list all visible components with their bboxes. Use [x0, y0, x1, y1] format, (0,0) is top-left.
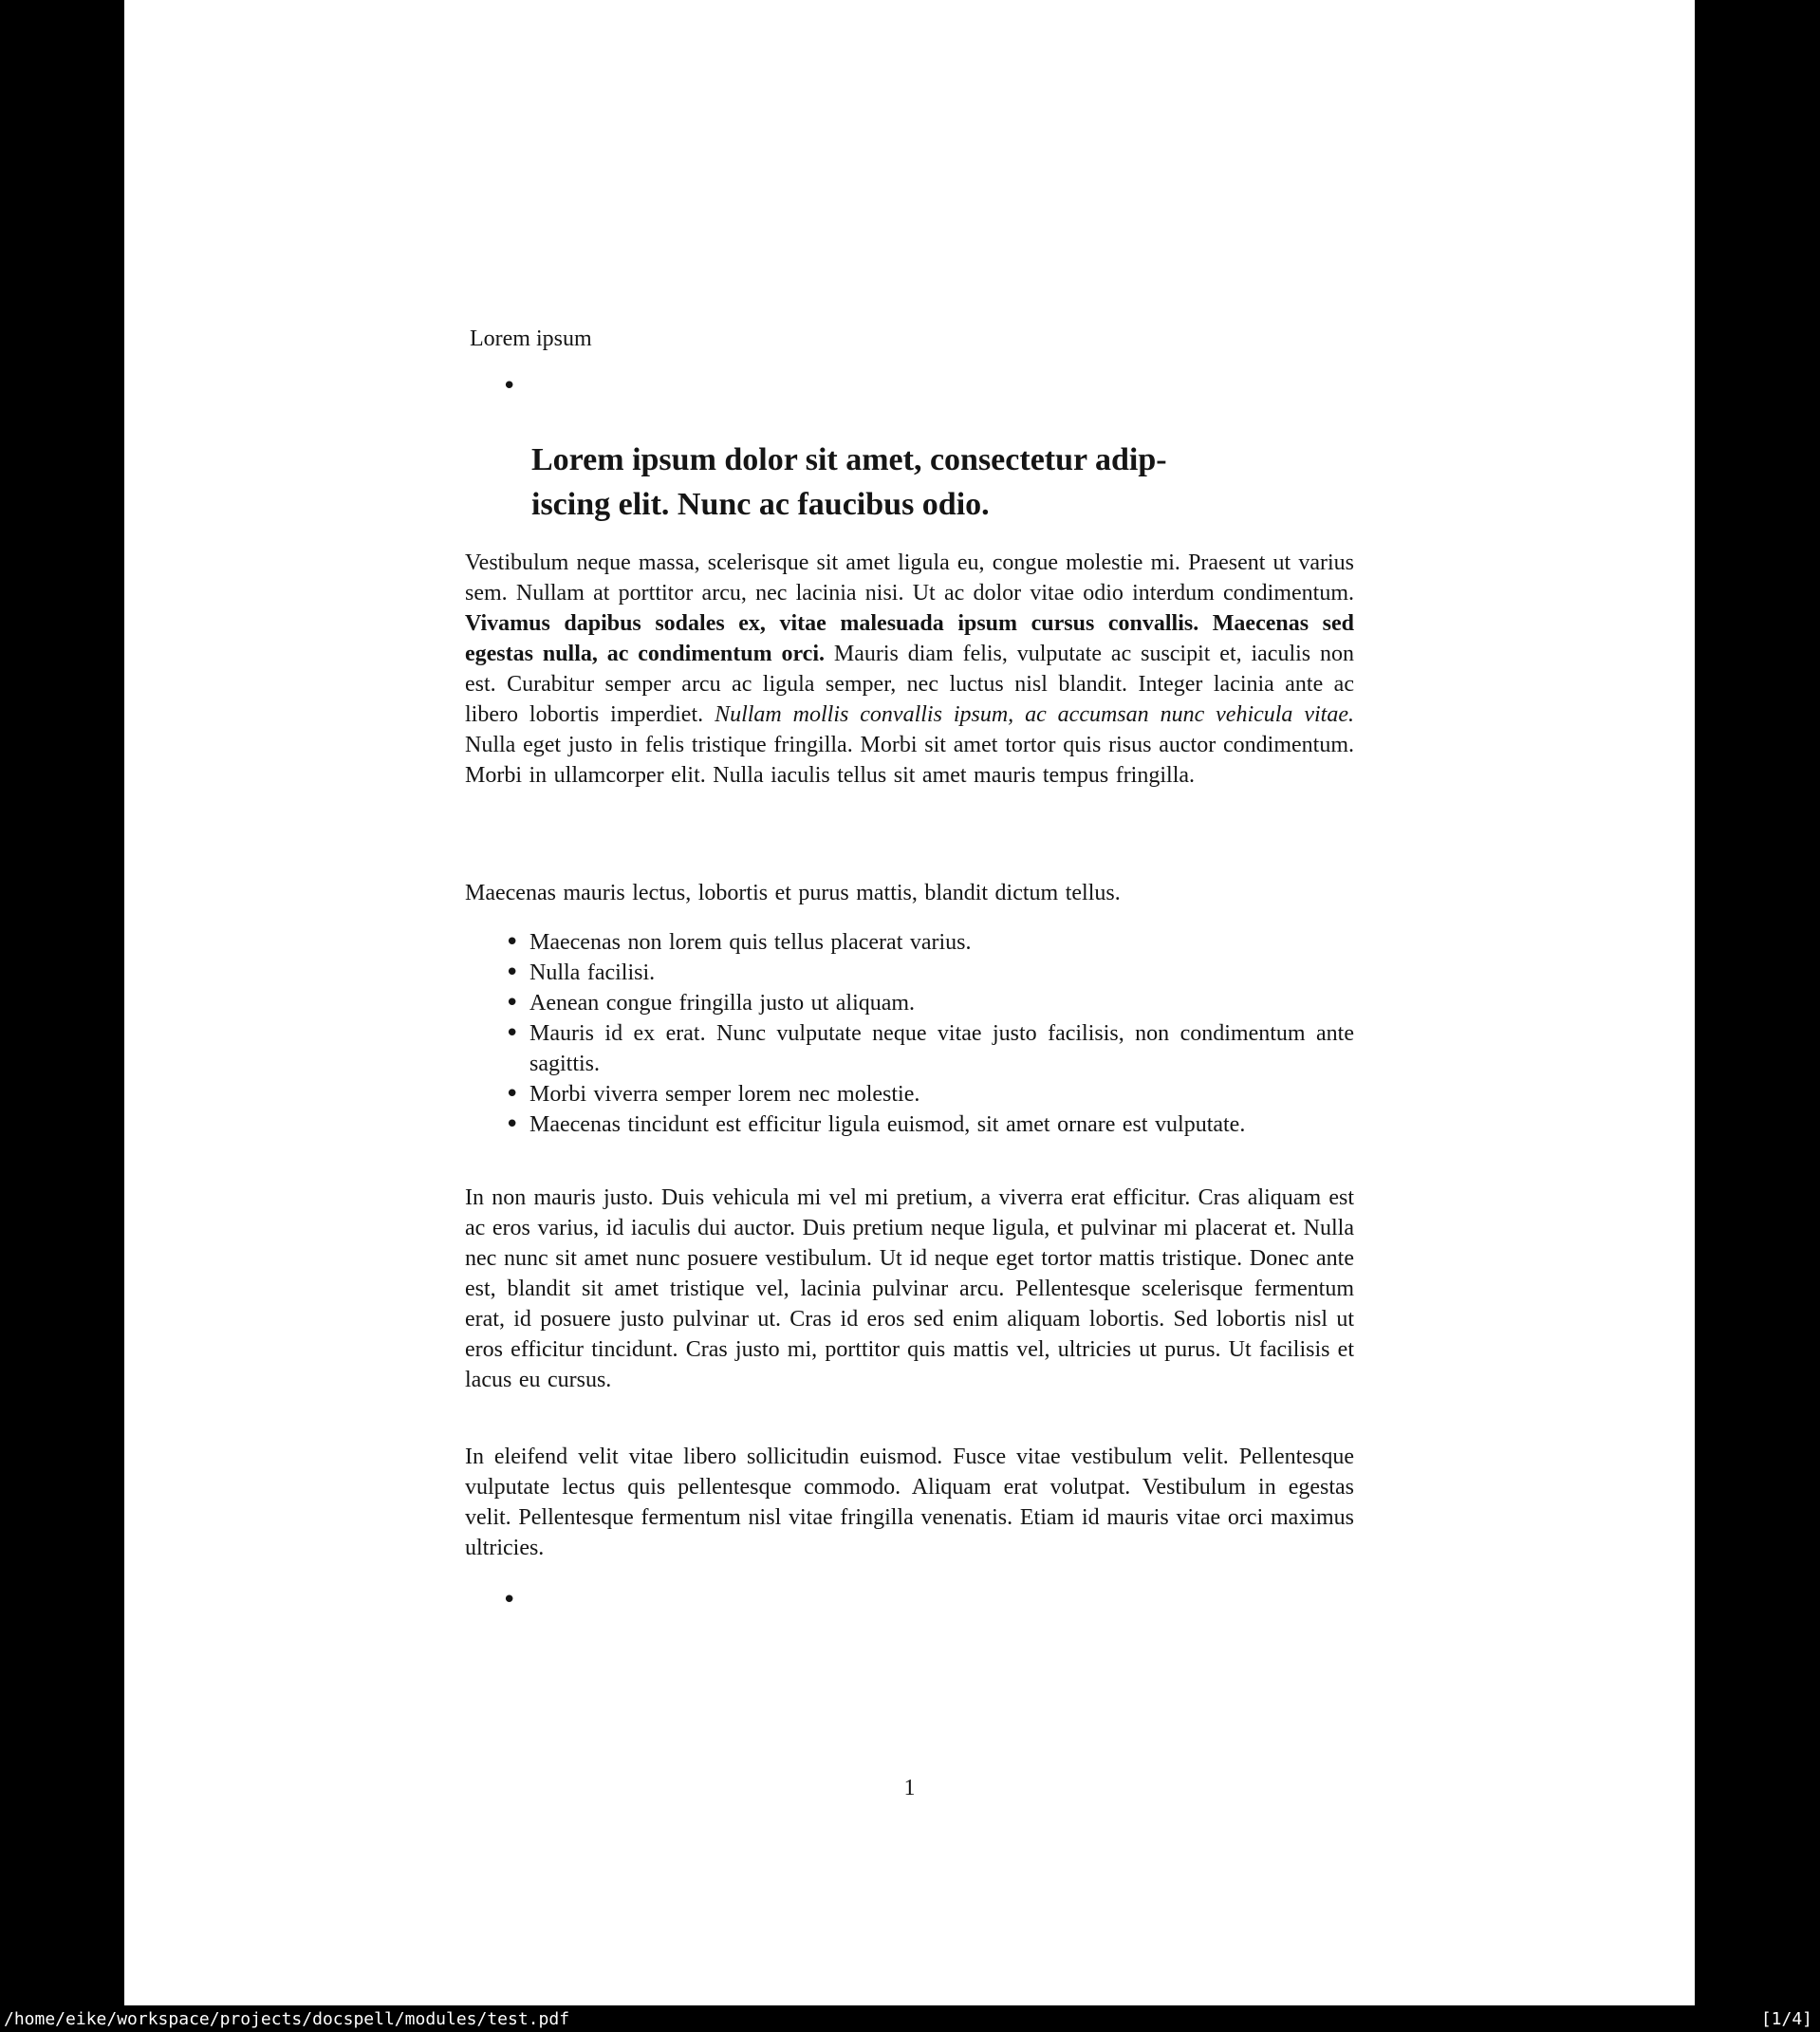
list-item-text: Mauris id ex erat. Nunc vulputate neque vitae justo facilisis, non condimentum ante sagittis.: [529, 1021, 1354, 1076]
bullet-icon: •: [502, 372, 517, 401]
paragraph-2: Maecenas mauris lectus, lobortis et purus mattis, blandit dictum tellus.: [465, 881, 1121, 905]
status-bar-file-path: /home/eike/workspace/projects/docspell/modules/test.pdf: [4, 2008, 570, 2029]
bullet-list: [465, 927, 1354, 1140]
list-item: [505, 1018, 1354, 1079]
status-bar-page-indicator: [1/4]: [1760, 2008, 1812, 2029]
paragraph-4: In eleifend velit vitae libero sollicitudin euismod. Fusce vitae vestibulum velit. Pellentesque vulputate lectus quis pellentesque commodo. Aliquam erat volutpat. Vestibulum in egestas velit. Pellentesque fermentum nisl vitae fringilla venenatis. Etiam id mauris vitae orci maximus ultricies.: [465, 1445, 1354, 1560]
bullet-icon: •: [505, 989, 520, 1017]
status-bar: [0, 2005, 1820, 2032]
bullet-icon: •: [505, 1019, 520, 1048]
paragraph-1: [465, 548, 1354, 791]
bullet-icon: •: [505, 1080, 520, 1109]
bullet-icon: •: [505, 928, 520, 957]
bullet-icon: •: [505, 1110, 520, 1139]
bullet-icon: •: [505, 959, 520, 987]
list-item-text: Maecenas non lorem quis tellus placerat varius.: [529, 930, 972, 955]
pdf-page[interactable]: [124, 0, 1695, 2005]
section-heading-line1: Lorem ipsum dolor sit amet, consectetur adip-: [531, 442, 1167, 477]
section-heading: [531, 438, 1366, 527]
bullet-icon: •: [502, 1586, 517, 1614]
paragraph-1-bold-text: Vivamus dapibus sodales ex, vitae malesuada ipsum cursus convallis. Maecenas sed egestas nulla, ac condimentum orci.: [465, 611, 1354, 666]
list-item: [505, 988, 1354, 1018]
page-number: 1: [903, 1776, 916, 1800]
section-heading-line2: iscing elit. Nunc ac faucibus odio.: [531, 487, 990, 522]
list-item: [505, 927, 1354, 958]
list-item: [505, 1079, 1354, 1109]
paragraph-1-text: Vestibulum neque massa, scelerisque sit amet ligula eu, congue molestie mi. Praesent ut varius sem. Nullam at porttitor arcu, nec lacinia nisi. Ut ac dolor vitae odio interdum condimentum.: [465, 550, 1354, 606]
list-item: [505, 958, 1354, 988]
list-item-text: Nulla facilisi.: [529, 960, 656, 985]
list-item-text: Morbi viverra semper lorem nec molestie.: [529, 1082, 920, 1107]
paragraph-1-text: Mauris diam felis, vulputate ac suscipit et, iaculis non est. Curabitur semper arcu ac ligula semper, nec luctus nisl blandit. Integer lacinia ante ac libero lobortis imperdiet.: [465, 642, 1354, 727]
list-item-text: Aenean congue fringilla justo ut aliquam.: [529, 991, 916, 1016]
list-item-text: Maecenas tincidunt est efficitur ligula euismod, sit amet ornare est vulputate.: [529, 1112, 1246, 1137]
paragraph-1-text: Nulla eget justo in felis tristique fringilla. Morbi sit amet tortor quis risus auctor condimentum. Morbi in ullamcorper elit. Nulla iaculis tellus sit amet mauris tempus fringilla.: [465, 733, 1354, 788]
intro-text: Lorem ipsum: [470, 326, 592, 351]
paragraph-3: In non mauris justo. Duis vehicula mi vel mi pretium, a viverra erat efficitur. Cras aliquam est ac eros varius, id iaculis dui auctor. Duis pretium neque ligula, et pulvinar mi placerat et. Nulla nec nunc sit amet nunc posuere vestibulum. Ut id neque eget tortor mattis tristique. Donec ante est, blandit sit amet tristique vel, lacinia pulvinar arcu. Pellentesque scelerisque fermentum erat, id posuere justo pulvinar ut. Cras id eros sed enim aliquam lobortis. Sed lobortis nisl ut eros efficitur tincidunt. Cras justo mi, porttitor quis mattis vel, ultricies ut purus. Ut facilisis et lacus eu cursus.: [465, 1185, 1354, 1392]
paragraph-1-italic-text: Nullam mollis convallis ipsum, ac accumsan nunc vehicula vitae.: [715, 702, 1354, 727]
list-item: [505, 1109, 1354, 1140]
